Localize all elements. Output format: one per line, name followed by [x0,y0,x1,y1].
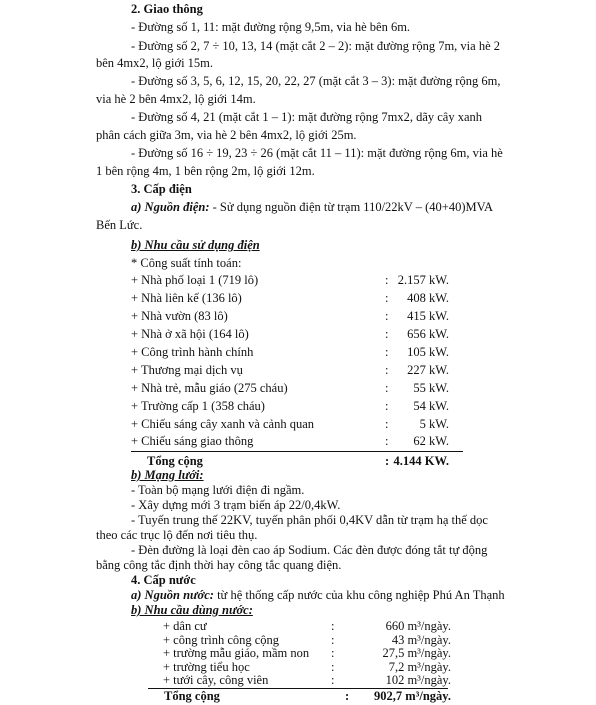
item-name: + công trình công cộng [163,632,280,647]
cong-suat-label: * Công suất tính toán: [131,256,242,270]
item-value: 415 kW. [407,309,449,323]
total-label: Tổng cộng [147,454,203,468]
nguon-dien-text: - Sử dụng nguồn điện từ trạm 110/22kV – (40+40)MVA [209,200,494,214]
item-value: 5 kW. [419,417,449,431]
total-value: 4.144 KW. [393,454,449,468]
item-value: 408 kW. [407,291,449,305]
item-sep: : [385,345,389,359]
item-name: + tưới cây, công viên [163,673,269,687]
item-name: + Chiếu sáng cây xanh và cảnh quan [131,417,315,431]
nguon-nuoc-label: a) Nguồn nước: [131,588,214,602]
list-item [131,434,471,450]
item-name: + Trường cấp 1 (358 cháu) [131,399,265,413]
list-item [131,345,471,361]
list-item [131,327,471,343]
paragraph-line: theo các trục lộ đến nơi tiêu thụ. [96,528,258,542]
paragraph-line: - Toàn bộ mạng lưới điện đi ngầm. [131,483,305,497]
item-sep: : [385,309,389,323]
list-item [131,309,471,325]
item-sep: : [385,291,389,305]
paragraph-line [131,588,505,604]
item-name: + Công trình hành chính [131,345,254,359]
item-name: + Thương mại dịch vụ [131,363,243,377]
subheading-nhu-cau-nuoc: b) Nhu cầu dùng nước: [131,603,253,617]
item-sep: : [385,399,389,413]
nguon-dien-label: a) Nguồn điện: [131,200,210,214]
subheading-nhu-cau-dien: b) Nhu cầu sử dụng điện [131,238,260,252]
item-value: 2.157 kW. [397,273,449,287]
item-sep: : [331,673,335,687]
item-name: + Nhà ở xã hội (164 lô) [131,327,249,341]
nguon-nuoc-text: từ hệ thống cấp nước của khu công nghiệp Phú An Thạnh [213,588,505,602]
list-item [131,417,471,433]
item-name: + trường tiểu học [163,659,250,674]
item-name: + Nhà phố loại 1 (719 lô) [131,273,259,287]
total-row [148,689,463,705]
list-item [131,399,471,415]
item-sep: : [385,434,389,448]
paragraph-line: - Đường số 3, 5, 6, 12, 15, 20, 22, 27 (mặt cắt 3 – 3): mặt đường rộng 6m, [131,74,501,88]
section-heading-giao-thong: 2. Giao thông [131,2,203,16]
section-heading-cap-dien: 3. Cấp điện [131,182,192,196]
section-heading-cap-nuoc: 4. Cấp nước [131,573,196,587]
list-item [131,273,471,289]
paragraph-line: - Xây dựng mới 3 trạm biến áp 22/0,4kW. [131,498,341,512]
list-item [131,363,471,379]
item-sep: : [385,363,389,377]
item-name: + dân cư [163,619,207,633]
paragraph-line: phân cách giữa 3m, via hè 2 bên 4mx2, lộ giới 25m. [96,128,357,142]
paragraph-line: - Tuyến trung thế 22KV, tuyến phân phối 0,4KV dẫn từ trạm hạ thế dọc [131,513,488,527]
total-value: 902,7 m³/ngày. [373,688,451,703]
item-name: + Nhà liên kế (136 lô) [131,291,242,305]
paragraph-line: - Đèn đường là loại đèn cao áp Sodium. Các đèn được đóng tắt tự động [131,543,488,557]
item-value: 227 kW. [407,363,449,377]
item-sep: : [385,381,389,395]
paragraph-line [131,200,493,216]
item-value: 27,5 m³/ngày. [382,646,451,660]
item-value: 660 m³/ngày. [385,619,451,633]
paragraph-line: 1 bên rộng 4m, 1 bên rộng 2m, lộ giới 12m. [96,164,315,178]
paragraph-line: bên 4mx2, lộ giới 15m. [96,56,214,70]
item-sep: : [385,273,389,287]
item-sep: : [331,632,335,647]
paragraph-line: Bến Lức. [96,218,143,232]
item-sep: : [331,619,335,633]
item-value: 656 kW. [407,327,449,341]
total-sep: : [385,454,390,468]
item-sep: : [331,659,335,674]
list-item [131,381,471,397]
item-sep: : [385,417,389,431]
paragraph-line: bằng công tắc định thời hay công tắc quang điện. [96,558,342,572]
item-value: 43 m³/ngày. [391,632,451,647]
item-name: + Chiếu sáng giao thông [131,434,254,448]
list-item [131,291,471,307]
total-divider [131,451,463,452]
item-value: 105 kW. [407,345,449,359]
item-name: + Nhà trẻ, mẫu giáo (275 cháu) [131,381,288,395]
paragraph-line: - Đường số 4, 21 (mặt cắt 1 – 1): mặt đường rộng 7mx2, dãy cây xanh [131,110,483,124]
item-sep: : [331,646,335,660]
paragraph-line: - Đường số 2, 7 ÷ 10, 13, 14 (mặt cắt 2 – 2): mặt đường rộng 7m, via hè 2 [131,39,500,53]
item-value: 7,2 m³/ngày. [388,659,451,674]
total-label: Tổng cộng [164,688,220,703]
item-value: 55 kW. [413,381,449,395]
paragraph-line: via hè 2 bên 4mx2, lộ giới 14m. [96,92,256,106]
subheading-mang-luoi: b) Mạng lưới: [131,468,204,482]
item-value: 54 kW. [413,399,449,413]
item-name: + trường mẫu giáo, mầm non [163,646,310,660]
item-value: 102 m³/ngày. [385,673,451,687]
item-value: 62 kW. [413,434,449,448]
paragraph-line: - Đường số 16 ÷ 19, 23 ÷ 26 (mặt cắt 11 – 11): mặt đường rộng 6m, via hè [131,146,503,160]
item-name: + Nhà vườn (83 lô) [131,309,228,323]
paragraph-line: - Đường số 1, 11: mặt đường rộng 9,5m, via hè bên 6m. [131,20,411,34]
total-sep: : [345,688,350,703]
item-sep: : [385,327,389,341]
